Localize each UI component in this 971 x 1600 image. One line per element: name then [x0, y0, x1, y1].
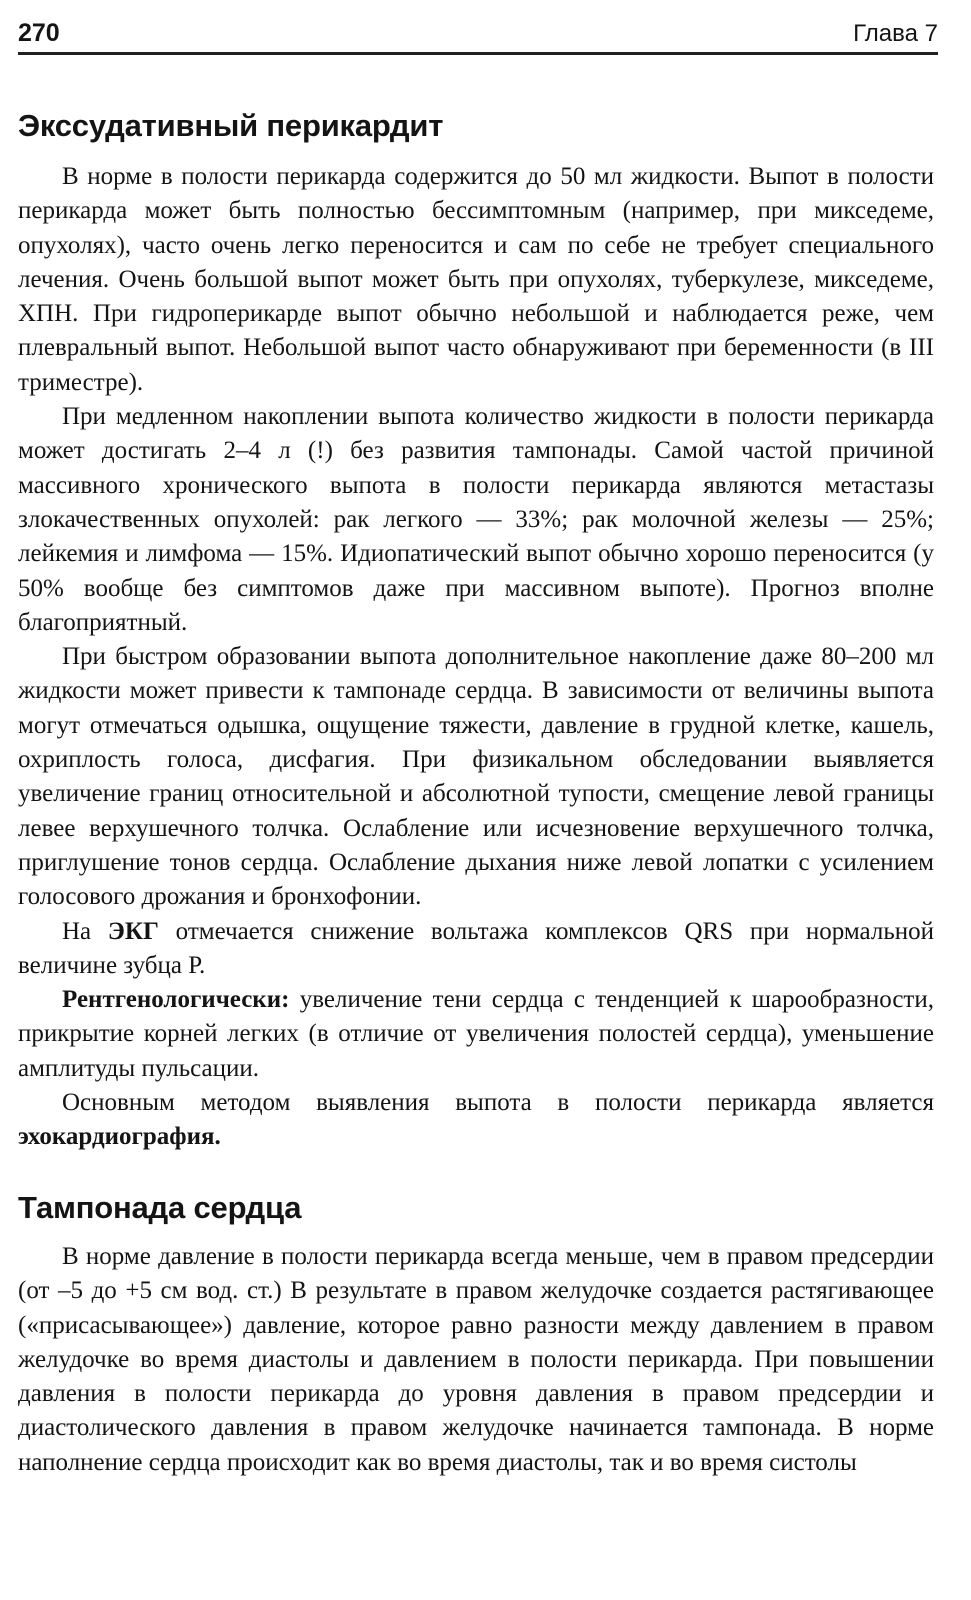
chapter-label: Глава 7 [853, 20, 938, 47]
paragraph-tail: отмечается снижение вольтажа комплексов QRS при нормальной величине зубца Р. [18, 917, 934, 979]
paragraph-text: При медленном накоплении выпота количество жидкости в полости перикарда может достигать 2–4 л (!) без развития тампонады. Самой частой причиной массивного хронического выпота в полости перикарда являются метастазы злокачественных опухолей: рак легкого — 33%; рак молочной железы — 25%; лейкемия и лимфома — 15%. Идиопатический выпот обычно хорошо переносится (у 50% вообще без симптомов даже при массивном выпоте). Прогноз вполне благоприятный. [18, 403, 934, 636]
paragraph [18, 160, 934, 400]
paragraph [18, 640, 934, 914]
bold-term: ЭКГ [107, 917, 159, 945]
paragraph-text: В норме давление в полости перикарда всегда меньше, чем в правом предсердии (от –5 до +5 см вод. ст.) В результате в правом желудочке создается растягивающее («присасывающее») давление, которое равно разности между давлением в правом желудочке во время диастолы и давлением в полости перикарда. При повышении давления в полости перикарда до уровня давления в правом предсердии и диастолического давления в правом желудочке начинается тампонада. В норме наполнение сердца происходит как во время диастолы, так и во время систолы [18, 1243, 934, 1476]
paragraph [18, 1240, 934, 1480]
bold-term: эхокардиография. [18, 1123, 221, 1151]
bold-term: Рентгенологически: [62, 986, 290, 1014]
section-body-cardiac-tamponade [18, 1240, 934, 1480]
paragraph-text: В норме в полости перикарда содержится до 50 мл жидкости. Выпот в полости перикарда может быть полностью бессимптомным (например, при микседеме, опухолях), часто очень легко переносится и сам по себе не требует специального лечения. Очень большой выпот может быть при опухолях, туберкулезе, микседеме, ХПН. При гидроперикарде выпот обычно небольшой и наблюдается реже, чем плевральный выпот. Небольшой выпот часто обнаруживают при беременности (в III триместре). [18, 163, 934, 396]
section-heading-cardiac-tamponade: Тампонада сердца [18, 1190, 302, 1225]
section-heading-exudative-pericarditis: Экссудативный перикардит [18, 108, 444, 143]
paragraph [18, 400, 934, 640]
section-body-exudative-pericarditis [18, 160, 934, 1155]
paragraph-text: При быстром образовании выпота дополнительное накопление даже 80–200 мл жидкости может привести к тампонаде сердца. В зависимости от величины выпота могут отмечаться одышка, ощущение тяжести, давление в грудной клетке, кашель, охриплость голоса, дисфагия. При физикальном обследовании выявляется увеличение границ относительной и абсолютной тупости, смещение левой границы левее верхушечного толчка. Ослабление или исчезновение верхушечного толчка, приглушение тонов сердца. Ослабление дыхания ниже левой лопатки с усилением голосового дрожания и бронхофонии. [18, 643, 934, 911]
paragraph-ecg [18, 915, 934, 984]
paragraph-tail: увеличение тени сердца с тенденцией к шарообразности, прикрытие корней легких (в отличие от увеличения полостей сердца), уменьшение амплитуды пульсации. [18, 986, 934, 1082]
paragraph-lead: Основным методом выявления выпота в полости перикарда является [62, 1089, 934, 1117]
paragraph-xray [18, 983, 934, 1086]
page-number: 270 [18, 19, 60, 47]
running-header [18, 18, 938, 55]
paragraph-echo [18, 1086, 934, 1155]
paragraph-lead: На [62, 917, 108, 945]
